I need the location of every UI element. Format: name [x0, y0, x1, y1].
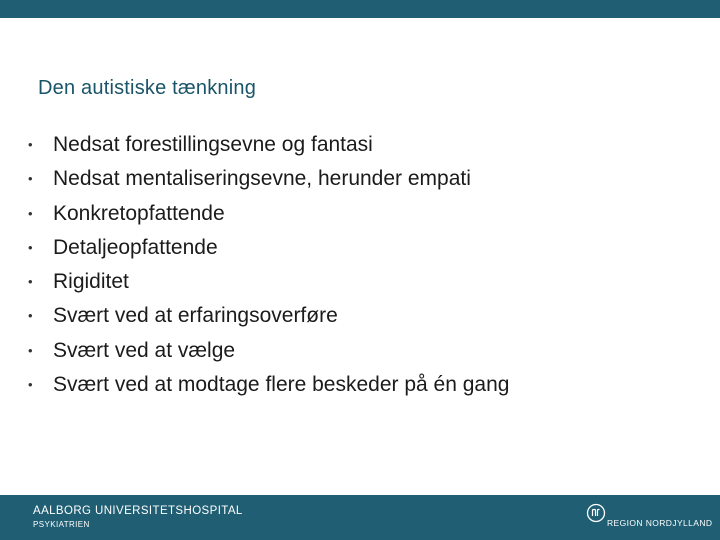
bullet-text: Svært ved at vælge: [53, 338, 236, 362]
region-name: REGION NORDJYLLAND: [607, 518, 713, 528]
top-bar: [0, 0, 720, 18]
bullet-text: Konkretopfattende: [53, 201, 225, 225]
bullet-icon: •: [28, 377, 33, 393]
bullet-text: Nedsat mentaliseringsevne, herunder empati: [53, 167, 471, 191]
bullet-text: Rigiditet: [53, 270, 129, 294]
slide-title: Den autistiske tænkning: [38, 77, 257, 99]
bullet-icon: •: [28, 274, 33, 290]
bullet-icon: •: [28, 308, 33, 324]
bullet-icon: •: [28, 137, 33, 152]
bullet-text: Nedsat forestillingsevne og fantasi: [53, 133, 373, 156]
bullet-icon: •: [28, 342, 33, 358]
region-nordjylland-logo-icon: [586, 503, 606, 523]
bullet-icon: •: [28, 171, 33, 187]
bullet-text: Detaljeopfattende: [53, 235, 218, 259]
bullet-icon: •: [28, 239, 33, 255]
bullet-icon: •: [28, 205, 33, 221]
bullet-text: Svært ved at modtage flere beskeder på én gang: [53, 373, 510, 397]
department-name: PSYKIATRIEN: [33, 520, 90, 529]
bullet-text: Svært ved at erfaringsoverføre: [53, 304, 338, 328]
hospital-name: AALBORG UNIVERSITETSHOSPITAL: [33, 505, 243, 517]
footer: [0, 495, 720, 540]
